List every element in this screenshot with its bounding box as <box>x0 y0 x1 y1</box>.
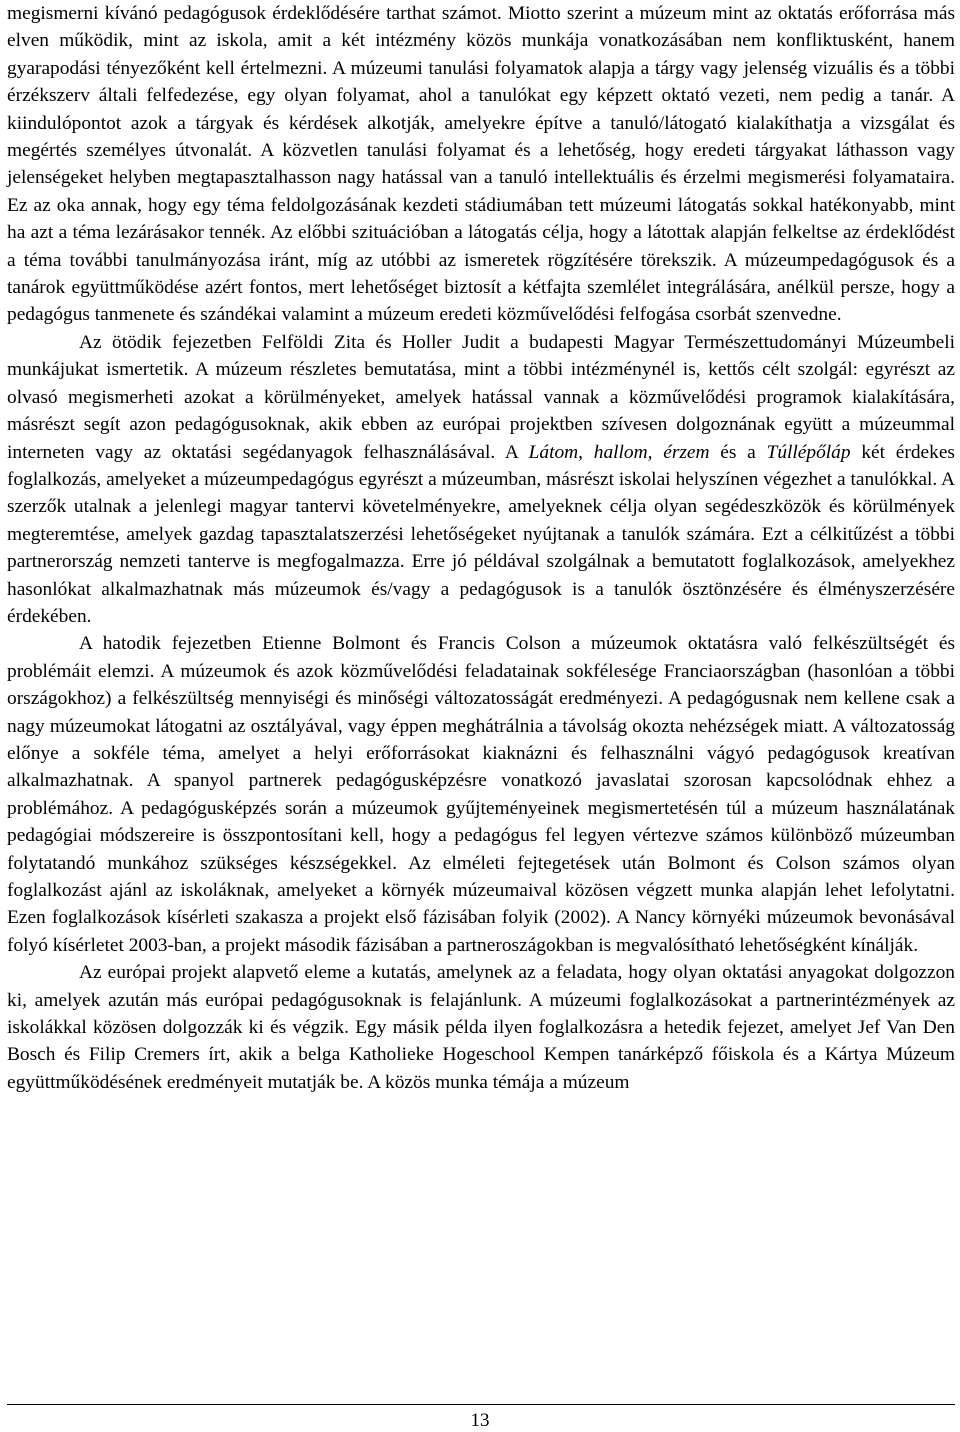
page-number: 13 <box>470 1410 490 1431</box>
paragraph-3-text: A hatodik fejezetben Etienne Bolmont és Francis Colson a múzeumok oktatásra való felkészültségét és problémáit elemzi. A múzeumok és azok közművelődési feladatainak sokfélesége Franciaországban (hasonlóan a többi országokhoz) a felkészültség mennyiségi és minőségi változatosságát eredményezi. A pedagógusnak nem kellene csak a nagy múzeumokat látogatni az osztályával, vagy éppen meghátrálnia a távolság okozta nehézségek miatt. A változatosság előnye a sokféle téma, amelyet a helyi erőforrásokat kiaknázni és felhasználni vágyó pedagógusok kreatívan alkalmazhatnak. A spanyol partnerek pedagógusképzésre vonatkozó javaslatai szorosan kapcsolódnak ehhez a problémához. A pedagógusképzés során a múzeumok gyűjteményeinek megismertetésén túl a múzeum használatának pedagógiai módszereire is összpontosítani kell, hogy a pedagógus fel legyen vértezve számos különböző múzeumban folytatandó munkához szükséges készségekkel. Az elméleti fejtegetések után Bolmont és Colson számos olyan foglalkozást ajánl az iskoláknak, amelyeket a környék múzeumaival közösen végzett munka alapján lehet lefolytatni. Ezen foglalkozások kísérleti szakasza a projekt első fázisában folyik (2002). A Nancy környéki múzeumok bevonásával folyó kísérletet 2003-ban, a projekt második fázisában a partneroszágokban is megvalósítható lehetőségként kínálják. <box>7 633 955 956</box>
paragraph-4 <box>7 959 955 1096</box>
paragraph-2-mid: és a <box>709 441 767 463</box>
paragraph-2 <box>7 329 955 630</box>
footer-divider <box>7 1404 955 1405</box>
paragraph-3 <box>7 630 955 959</box>
body-text <box>7 0 955 1096</box>
paragraph-2-lead: Az ötödik fejezetben Felföldi Zita és Holler Judit a budapesti Magyar Természettudományi Múzeumbeli munkájukat ismertetik. A múzeum részletes bemutatása, mint a többi intézménynél is, kettős célt szolgál: egyrészt az olvasó megismerheti azokat a körülményeket, amelyek hatással vannak a közművelődési programok kialakítására, másrészt segít azon pedagógusoknak, akik ebben az európai projektben szívesen dolgoznának együtt a múzeummal interneten vagy az oktatási segédanyagok felhasználásával. A <box>7 331 955 463</box>
paragraph-4-text: Az európai projekt alapvető eleme a kutatás, amelynek az a feladata, hogy olyan oktatási anyagokat dolgozzon ki, amelyek azután más európai pedagógusoknak is felajánlunk. A múzeumi foglalkozásokat a partnerintézmények az iskolákkal közösen dolgozzák ki és végzik. Egy másik példa ilyen foglalkozásra a hetedik fejezet, amelyet Jef Van Den Bosch és Filip Cremers írt, akik a belga Katholieke Hogeschool Kempen tanárképző főiskola és a Kártya Múzeum együttműködésének eredményeit mutatják be. A közös munka témája a múzeum <box>7 962 955 1093</box>
paragraph-1 <box>7 0 955 329</box>
paragraph-1-text: megismerni kívánó pedagógusok érdeklődésére tarthat számot. Miotto szerint a múzeum mint az oktatás erőforrása más elven működik, mint az iskola, amit a két intézmény közös munkája vonatkozásában nem konfliktusként, hanem gyarapodási tényezőként kell értelmezni. A múzeumi tanulási folyamatok alapja a tárgy vagy jelenség vizuális és a többi érzékszerv általi felfedezése, egy olyan folyamat, ahol a tanulókat egy képzett oktató vezeti, nem pedig a tanár. A kiindulópontot azok a tárgyak és kérdések alkotják, amelyekre építve a tanuló/látogató kialakíthatja a vizsgálat és megértés személyes útvonalát. A közvetlen tanulási folyamat és a lehetőség, hogy eredeti tárgyakat láthasson vagy jelenségeket helyben megtapasztalhasson nagy hatással van a tanuló intellektuális és érzelmi megismerési folyamataira. Ez az oka annak, hogy egy téma feldolgozásának kezdeti stádiumában tett múzeumi látogatás sokkal hatékonyabb, mint ha azt a téma lezárásakor tennék. Az előbbi szituációban a látogatás célja, hogy a látottak alapján felkeltse az érdeklődést a téma további tanulmányozása iránt, míg az utóbbi az ismeretek rögzítésére törekszik. A múzeumpedagógusok és a tanárok együttműködése azért fontos, mert lehetőséget biztosít a kétfajta szemlélet integrálására, anélkül persze, hogy a pedagógus tanmenete és szándékai valamint a múzeum eredeti közművelődési felfogása csorbát szenvedne. <box>7 3 955 326</box>
paragraph-2-tail: két érdekes foglalkozás, amelyeket a múzeumpedagógus egyrészt a múzeumban, másrészt iskolai helyszínen végezhet a tanulókkal. A szerzők utalnak a jelenlegi magyar tantervi követelményekre, amelyeknek célja olyan segédeszközök és körülmények megteremtése, amelyek gazdag tapasztalatszerzési lehetőségeket nyújtanak a tanulók számára. Ezt a célkitűzést a többi partnerország nemzeti tanterve is megfogalmazza. Erre jó példával szolgálnak a bemutatott foglalkozások, amelyekhez hasonlókat alkalmazhatnak más múzeumok és/vagy a pedagógusok is a tanulók ösztönzésére és élményszerzésére érdekében. <box>7 441 955 627</box>
activity-title-latom-hallom-erzem: Látom, hallom, érzem <box>528 441 710 463</box>
activity-title-tullepolap: Túllépőláp <box>766 441 851 463</box>
